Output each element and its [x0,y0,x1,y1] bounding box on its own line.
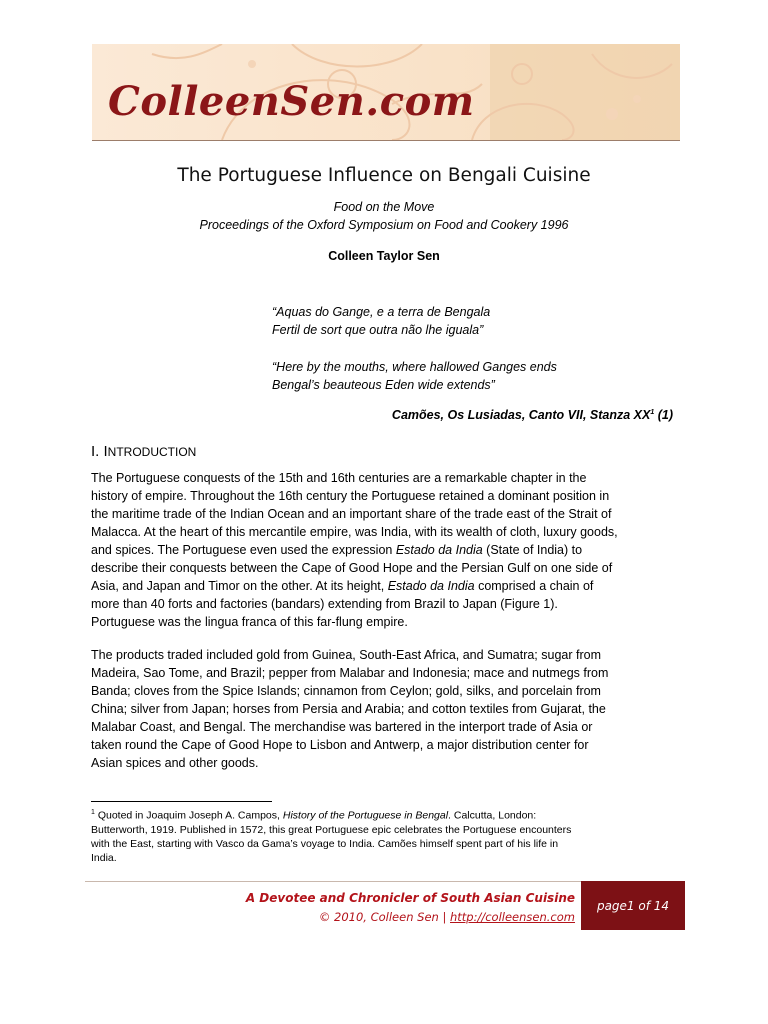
epigraph-line: Bengal’s beauteous Eden wide extends” [272,378,495,392]
footer-tagline: A Devotee and Chronicler of South Asian Cuisine [245,891,575,905]
page-number-badge: page1 of 14 [581,881,685,930]
text-line: China; silver from Japan; horses from Persia and Arabia; and cotton textiles from Gujarat, the [91,702,606,716]
subtitle-line-2: Proceedings of the Oxford Symposium on Food and Cookery 1996 [199,218,569,232]
text-line: Malabar Coast, and Bengal. The merchandise was bartered in the interport trade of Asia or [91,720,593,734]
footnote-line [91,806,691,823]
text-line: Banda; cloves from the Spice Islands; cinnamon from Ceylon; gold, silks, and porcelain from [91,684,601,698]
section-number: I. I [91,443,108,460]
epigraph-citation [392,408,673,422]
epigraph-stanza-1 [272,303,490,339]
epigraph-stanza-2 [272,358,557,394]
text-line: describe their conquests between the Cape of Good Hope and the Persian Gulf on one side of [91,561,613,575]
footnote-divider [91,801,272,802]
copyright-text: © 2010, Colleen Sen | [318,910,450,924]
text-segment: Quoted in Joaquim Joseph A. Campos, [94,809,283,822]
text-line: more than 40 forts and factories (bandars) extending from Brazil to Japan (Figure 1). [91,597,558,611]
text-line: taken round the Cape of Good Hope to Lisbon and Antwerp, a major distribution center for [91,738,589,752]
citation-text: Camões, Os Lusiadas, Canto VII, Stanza XX [391,408,651,422]
text-line: the maritime trade of the Indian Ocean and an important share of the trade east of the Strait of [91,507,612,521]
page-title: The Portuguese Influence on Bengali Cuisine [177,165,591,186]
section-heading-introduction [91,443,196,460]
text-segment: and spices. The Portuguese even used the expression [91,543,396,557]
italic-term: Estado da India [387,579,475,593]
site-logo[interactable]: ColleenSen.com [108,78,475,125]
paragraph-introduction-2 [91,646,683,772]
epigraph-line: “Here by the mouths, where hallowed Ganges ends [272,360,557,374]
text-line: Portuguese was the lingua franca of this far-flung empire. [91,615,408,629]
text-line: history of empire. Throughout the 16th century the Portuguese retained a dominant position in [91,489,610,503]
text-segment: (State of India) to [482,543,583,557]
text-line: The Portuguese conquests of the 15th and 16th centuries are a remarkable chapter in the [91,471,587,485]
text-line: Malacca. At the heart of this mercantile empire, was India, with its wealth of cloth, luxury goods, [91,525,618,539]
italic-term: Estado da India [395,543,483,557]
subtitle-line-1: Food on the Move [333,200,435,214]
footnote-number: 1 [91,809,95,816]
author-name: Colleen Taylor Sen [328,249,440,263]
text-segment: . Calcutta, London: [448,809,537,822]
section-label: NTRODUCTION [107,445,197,459]
footnote-line: India. [91,851,117,864]
italic-title: History of the Portuguese in Bengal [282,809,449,822]
footnote-line: Butterworth, 1919. Published in 1572, this great Portuguese epic celebrates the Portuguese encounters [91,823,572,836]
header-divider [92,140,680,141]
footnote [91,806,691,865]
text-line: Asian spices and other goods. [91,756,259,770]
website-link[interactable]: http://colleensen.com [450,910,575,924]
text-line [91,577,683,595]
citation-tail: (1) [654,408,673,422]
paragraph-introduction-1 [91,469,683,631]
text-line [91,541,683,559]
text-segment: comprised a chain of [474,579,594,593]
footer-copyright [319,910,575,924]
epigraph-line: “Aquas do Gange, e a terra de Bengala [272,305,491,319]
header-banner [92,44,680,140]
text-line: Madeira, Sao Tome, and Brazil; pepper from Malabar and Indonesia; mace and nutmegs from [91,666,609,680]
text-segment: Asia, and Japan and Timor on the other. At its height, [91,579,388,593]
footnote-line: with the East, starting with Vasco da Gama’s voyage to India. Camões himself spent part of his life in [91,837,559,850]
text-line: The products traded included gold from Guinea, South-East Africa, and Sumatra; sugar from [91,648,601,662]
epigraph-line: Fertil de sort que outra não lhe iguala” [272,323,484,337]
citation-footnote-ref[interactable]: 1 [650,408,655,416]
